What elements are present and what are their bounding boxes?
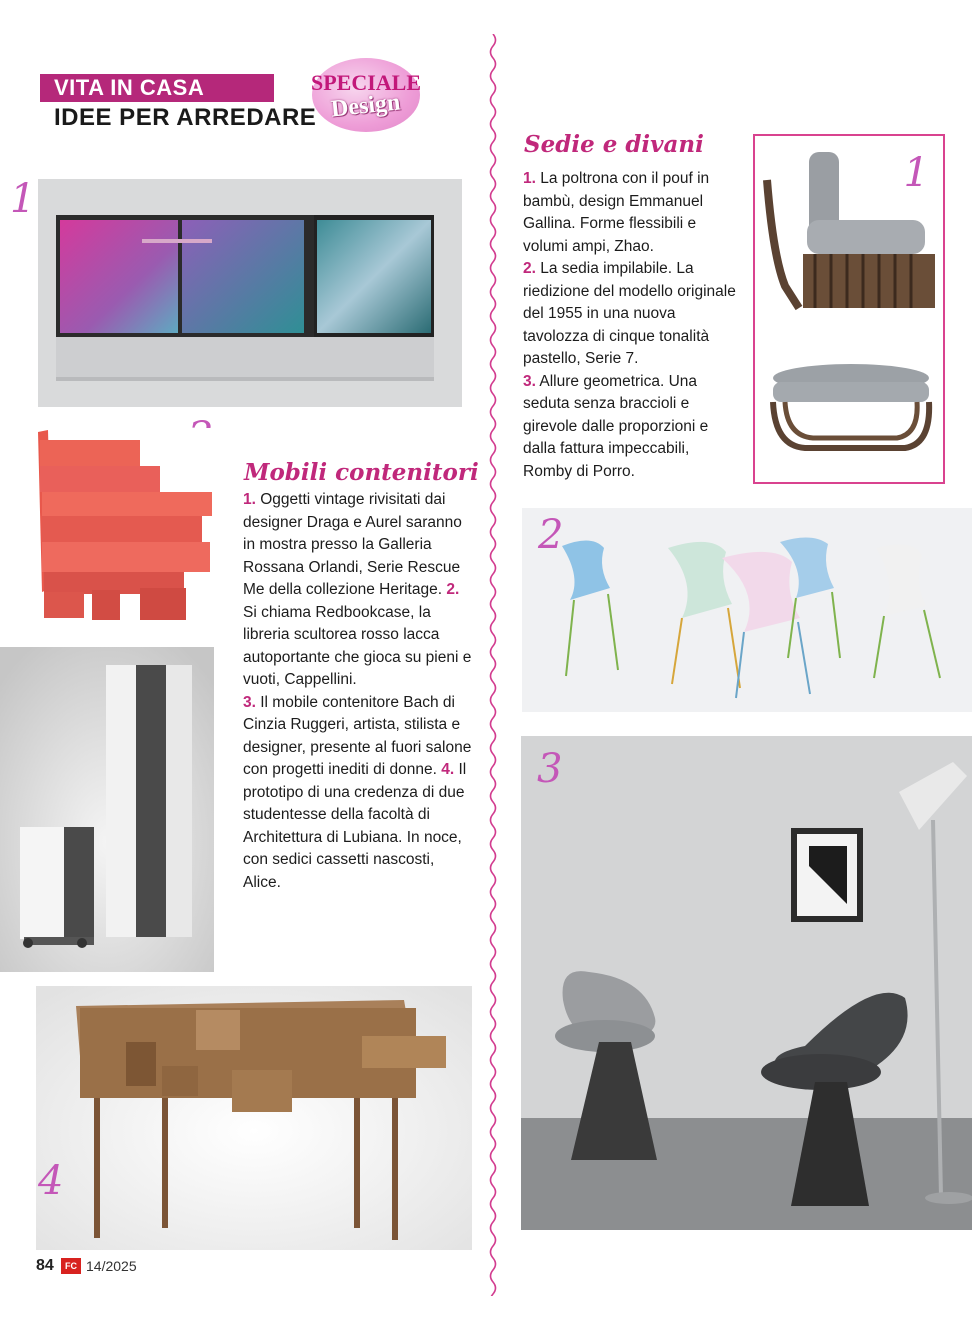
photo-bach-cabinet [0,647,214,972]
item-text: La sedia impilabile. La riedizione del modello originale del 1955 in una nuova tavolozza di cinque tonalità pastello, Serie 7. [523,260,736,367]
item-number: 1. [243,491,256,508]
photo-credenza [36,986,472,1250]
body-text-sedie [523,168,737,483]
section-kicker: VITA IN CASA [40,74,274,102]
fc-logo: FC [61,1258,81,1274]
item-number: 2. [446,581,460,598]
photo-number-3: 3 [537,746,563,792]
speciale-design-badge [312,58,420,132]
section-title-mobili: Mobili contenitori [244,459,479,486]
badge-bottom-text: Design [330,89,402,123]
photo-number-1: 1 [903,150,929,196]
photo-sideboard [38,179,462,407]
photo-number-2: 2 [538,512,564,558]
item-number: 1. [523,170,536,187]
item-text: Il prototipo di una credenza di due studentesse della facoltà di Architettura di Lubiana. In noce, con sedici cassetti nascosti, Alice. [243,761,467,891]
item-text: Il mobile contenitore Bach di Cinzia Ruggeri, artista, stilista e designer, presente al fuori salone con progetti inediti di donne. [243,693,472,778]
wavy-divider [486,34,500,1296]
item-text: Oggetti vintage rivisitati dai designer Draga e Aurel saranno in mostra presso la Galleria Rossana Orlandi, Serie Rescue Me della collezione Heritage. [243,491,462,598]
issue-number: 14/2025 [86,1258,137,1274]
item-text: Si chiama Redbookcase, la libreria scultorea rosso lacca autoportante che gioca su pieni e vuoti, Cappellini. [243,603,472,688]
item-number: 4. [441,761,455,778]
photo-number-1: 1 [10,176,36,222]
photo-serie7-chairs [522,508,972,712]
photo-armchair-frame [753,134,945,484]
section-title-sedie: Sedie e divani [524,131,704,158]
item-number: 3. [523,372,536,390]
item-number: 2. [523,260,536,277]
item-number: 3. [243,693,256,711]
page-number: 84 [36,1257,54,1274]
item-text: La poltrona con il pouf in bambù, design Emmanuel Gallina. Forme flessibili e volumi ampi, Zhao. [523,170,710,255]
item-text: Allure geometrica. Una seduta senza braccioli e girevole dalle proporzioni e dalla fattura impeccabili, Romby di Porro. [523,372,709,480]
section-subtitle: IDEE PER ARREDARE [54,104,317,131]
body-text-mobili [243,489,475,894]
badge-top-text: SPECIALE [310,70,422,95]
photo-number-4: 4 [38,1158,64,1204]
photo-red-bookcase [34,428,220,628]
photo-romby-chairs [521,736,972,1230]
